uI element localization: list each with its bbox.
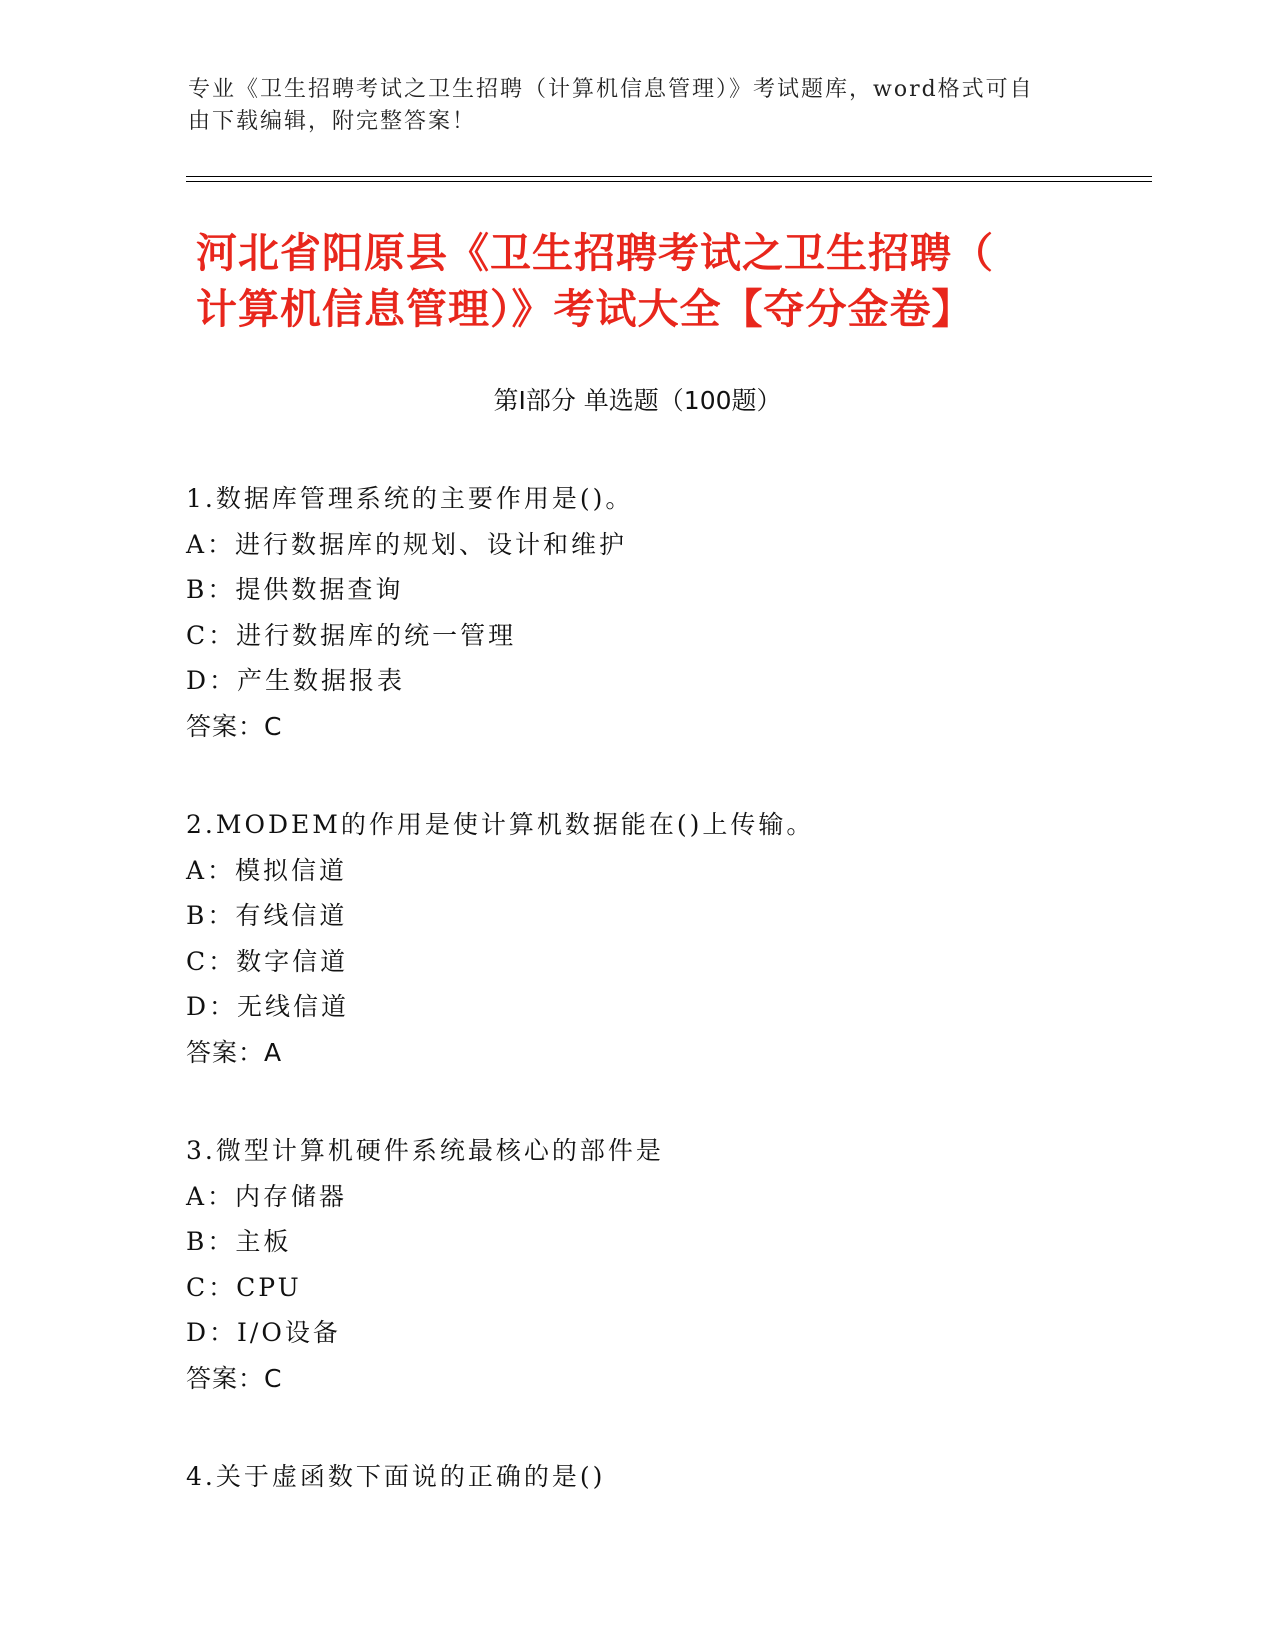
question-item	[186, 802, 1146, 1075]
question-option-b: B：有线信道	[186, 901, 348, 930]
header-divider-top	[186, 176, 1152, 177]
question-option-c: C：数字信道	[186, 946, 349, 976]
question-item	[186, 1128, 1146, 1401]
header-divider-bottom	[186, 181, 1152, 182]
question-stem: 1.数据库管理系统的主要作用是()。	[186, 484, 634, 513]
question-option-a: A：模拟信道	[186, 855, 348, 885]
document-title-line-1: 河北省阳原县《卫生招聘考试之卫生招聘（	[196, 229, 994, 277]
document-title-line-2: 计算机信息管理）》考试大全【夺分金卷】	[196, 285, 974, 333]
question-item	[186, 1454, 1146, 1500]
question-stem: 3.微型计算机硬件系统最核心的部件是	[186, 1136, 664, 1165]
question-answer: 答案：C	[186, 1363, 283, 1393]
question-stem: 2.MODEM的作用是使计算机数据能在()上传输。	[186, 810, 815, 839]
header-note-line-2: 由下载编辑，附完整答案！	[188, 109, 477, 134]
question-option-d: D：产生数据报表	[186, 666, 406, 695]
question-option-d: D：无线信道	[186, 992, 350, 1021]
question-answer: 答案：C	[186, 711, 283, 741]
question-answer: 答案：A	[186, 1037, 283, 1067]
question-item	[186, 476, 1146, 749]
question-option-c: C：进行数据库的统一管理	[186, 620, 517, 650]
section-title: 第Ⅰ部分 单选题（100题）	[493, 386, 782, 415]
question-option-b: B：主板	[186, 1227, 292, 1256]
question-option-b: B：提供数据查询	[186, 575, 404, 604]
header-note	[188, 74, 1068, 138]
question-option-a: A：内存储器	[186, 1181, 348, 1211]
header-note-line-1: 专业《卫生招聘考试之卫生招聘（计算机信息管理）》考试题库，word格式可自	[188, 77, 1034, 102]
question-option-c: C：CPU	[186, 1272, 302, 1302]
question-stem: 4.关于虚函数下面说的正确的是()	[186, 1462, 606, 1491]
document-title	[196, 225, 1096, 337]
question-option-a: A：进行数据库的规划、设计和维护	[186, 529, 628, 559]
question-list	[186, 476, 1146, 1553]
question-option-d: D：I/O设备	[186, 1318, 341, 1347]
